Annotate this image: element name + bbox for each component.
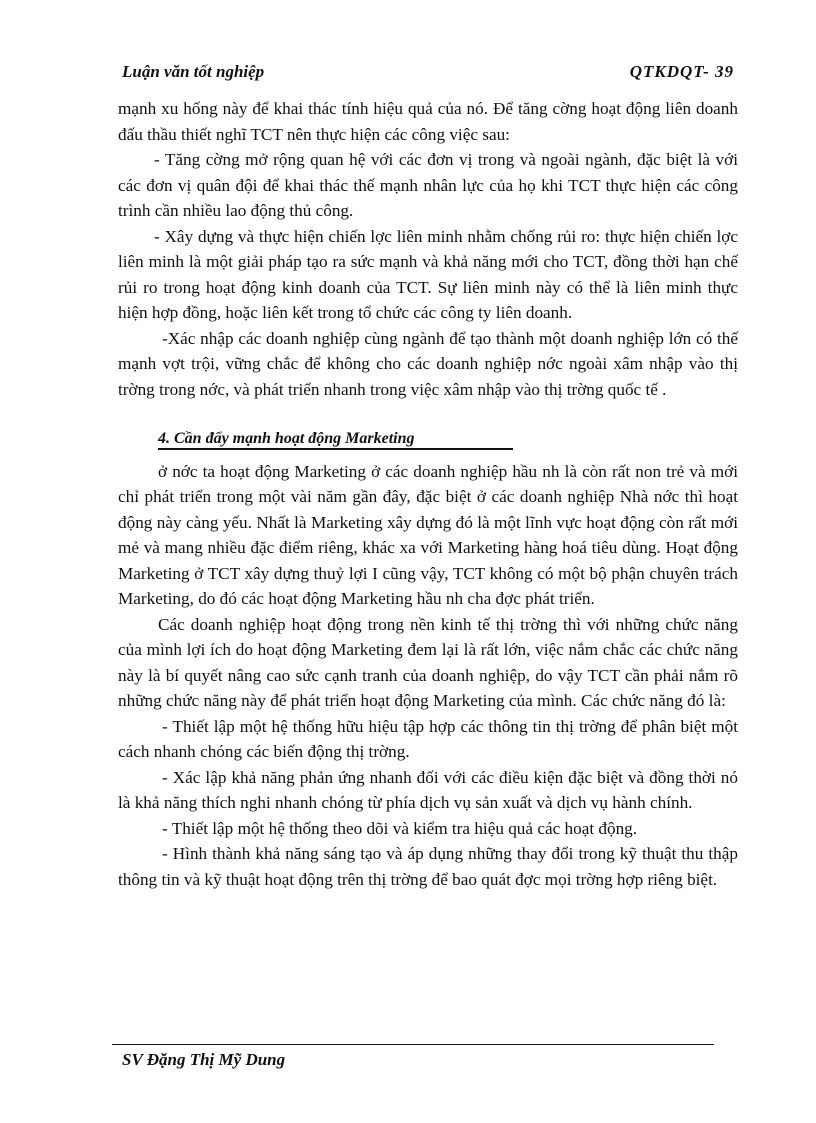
- bullet-paragraph: - Tăng cờng mở rộng quan hệ với các đơn vị trong và ngoài ngành, đặc biệt là với các đơn vị quân đội để khai thác thế mạnh nhân lực của họ khi TCT thực hiện các công trình cần nhiều lao động thủ công.: [118, 150, 738, 220]
- page-body: [118, 96, 738, 892]
- header-page-number: QTKDQT- 39: [629, 62, 734, 81]
- paragraph: ở nớc ta hoạt động Marketing ở các doanh nghiệp hầu nh là còn rất non trẻ và mới chỉ phát triển trong một vài năm gần đây, đặc biệt ở các doanh nghiệp Nhà nớc thì hoạt động này càng yếu. Nhất là Marketing xây dựng đó là một lĩnh vực hoạt động còn rất mới mẻ và mang nhiều đặc điểm riêng, khác xa với Marketing hàng hoá tiêu dùng. Hoạt động Marketing ở TCT xây dựng thuỷ lợi I cũng vậy, TCT không có một bộ phận chuyên trách Marketing, do đó các hoạt động Marketing hầu nh cha đợc phát triển.: [118, 461, 738, 608]
- bullet-paragraph: -Xác nhập các doanh nghiệp cùng ngành để tạo thành một doanh nghiệp lớn có thế mạnh vợt trội, vững chắc để không cho các doanh nghiệp nớc ngoài xâm nhập vào thị trờng trong nớc, và phát triển nhanh trong việc xâm nhập vào thị trờng quốc tế .: [118, 328, 738, 399]
- page-header: [122, 62, 734, 86]
- bullet-paragraph: - Thiết lập một hệ thống theo dõi và kiểm tra hiệu quả các hoạt động.: [162, 818, 638, 838]
- bullet-paragraph: - Xác lập khả năng phản ứng nhanh đối với các điều kiện đặc biệt và đồng thời nó là khả năng thích nghi nhanh chóng từ phía dịch vụ sản xuất và dịch vụ hành chính.: [118, 767, 738, 812]
- paragraph: Các doanh nghiệp hoạt động trong nền kinh tế thị trờng thì với những chức năng của mình lợi ích do hoạt động Marketing đem lại là rất lớn, việc nắm chắc các chức năng này là bí quyết nâng cao sức cạnh tranh của doanh nghiệp, do vậy TCT cần phải nắm rõ những chức năng này để phát triển hoạt động Marketing của mình. Các chức năng đó là:: [118, 614, 738, 710]
- bullet-paragraph: - Thiết lập một hệ thống hữu hiệu tập hợp các thông tin thị trờng để phân biệt một cách nhanh chóng các biến động thị trờng.: [118, 716, 738, 761]
- footer-author: SV Đặng Thị Mỹ Dung: [122, 1050, 286, 1069]
- footer-divider: [112, 1044, 714, 1045]
- bullet-paragraph: - Hình thành khả năng sáng tạo và áp dụng những thay đổi trong kỹ thuật thu thập thông tin và kỹ thuật hoạt động trên thị trờng để bao quát đợc mọi trờng hợp riêng biệt.: [118, 844, 738, 889]
- section-heading: 4. Cần đẩy mạnh hoạt động Marketing: [158, 430, 513, 450]
- paragraph: mạnh xu hống này để khai thác tính hiệu quả của nó. Để tăng cờng hoạt động liên doanh đấu thầu thiết nghĩ TCT nên thực hiện các công việc sau:: [118, 99, 738, 144]
- header-thesis-title: Luận văn tốt nghiệp: [122, 62, 265, 81]
- bullet-paragraph: - Xây dựng và thực hiện chiến lợc liên minh nhằm chống rủi ro: thực hiện chiến lợc liên minh là một giải pháp tạo ra sức mạnh và khả năng mới cho TCT, đồng thời hạn chế rủi ro trong hoạt động kinh doanh của TCT. Sự liên minh này có thể là liên minh thực hiện hợp đồng, hoặc liên kết trong tổ chức các công ty liên doanh.: [118, 226, 738, 322]
